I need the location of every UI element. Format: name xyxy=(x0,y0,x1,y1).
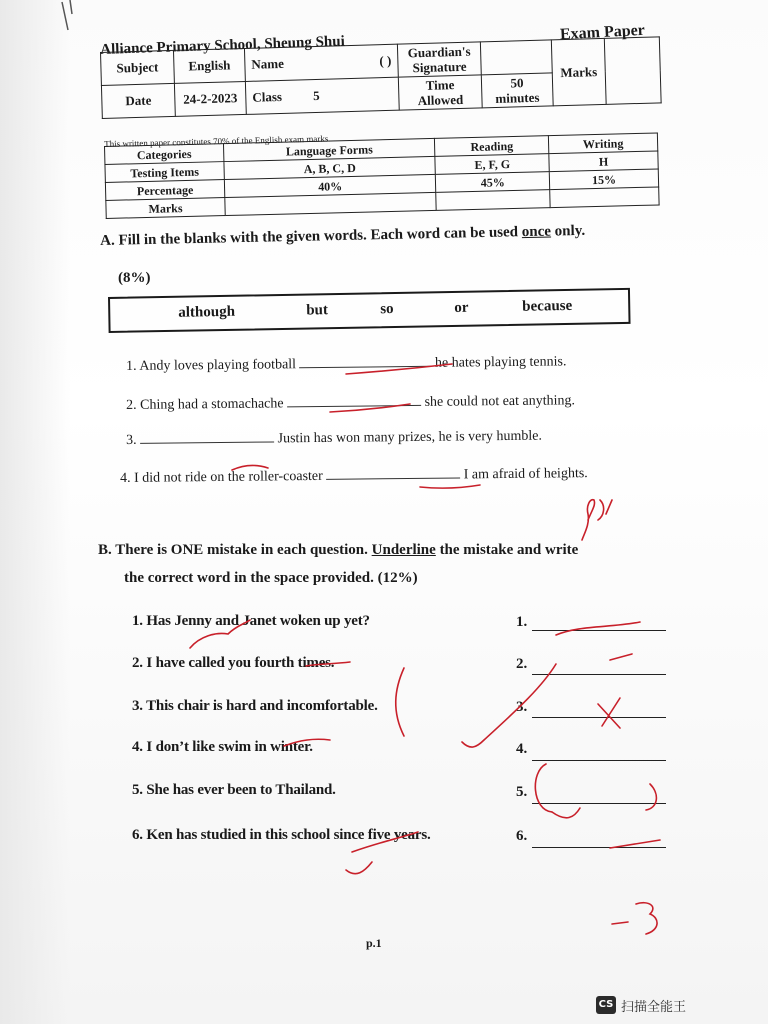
section-b-question-6: 6. Ken has studied in this school since five years. xyxy=(132,827,431,843)
items-language-forms: A, B, C, D xyxy=(224,156,436,179)
section-a-question-3 xyxy=(126,427,542,449)
categories-table xyxy=(104,132,660,219)
marks-label: Marks xyxy=(551,38,606,105)
name-label: Name xyxy=(251,55,285,72)
marks-reading xyxy=(436,190,550,211)
category-language-forms: Language Forms xyxy=(223,138,435,161)
question-text-after: I am afraid of heights. xyxy=(463,466,588,483)
row-label-testing-items: Testing Items xyxy=(105,162,224,183)
section-a-question-2 xyxy=(126,391,575,414)
percentage-language-forms: 40% xyxy=(224,174,436,197)
section-b-question-5: 5. She has ever been to Thailand. xyxy=(132,782,336,798)
word-because: because xyxy=(522,297,573,315)
corner-pen-mark xyxy=(58,0,88,40)
answer-number-1: 1. xyxy=(516,614,528,630)
guardian-signature-label: Guardian's Signature xyxy=(397,42,481,77)
name-cell xyxy=(244,44,398,81)
paper-weight-note: This written paper constitutes 70% of the English exam marks. xyxy=(104,133,331,149)
answer-blank[interactable] xyxy=(299,354,431,368)
section-a-question-4 xyxy=(120,464,588,487)
question-text-after: she could not eat anything. xyxy=(424,393,576,410)
camscanner-logo-icon: CS xyxy=(596,996,616,1014)
ink-circle-b5-answer xyxy=(535,764,656,812)
marks-writing xyxy=(550,187,659,208)
class-cell xyxy=(245,77,399,114)
row-label-percentage: Percentage xyxy=(105,180,224,201)
ink-initials xyxy=(582,500,612,540)
student-info-table xyxy=(100,36,662,119)
section-b-title-text: B. There is ONE mistake in each question. xyxy=(98,542,372,558)
section-b-title-end: the mistake and write xyxy=(435,542,579,558)
answer-number-6: 6. xyxy=(516,828,528,844)
question-text-before: Andy loves playing football xyxy=(139,357,297,374)
answer-line-2[interactable] xyxy=(532,674,666,675)
row-label-categories: Categories xyxy=(105,144,224,165)
category-reading: Reading xyxy=(435,136,549,157)
ink-hook-b6 xyxy=(346,862,372,874)
ink-tick-b3 xyxy=(462,664,556,747)
marks-language-forms xyxy=(225,192,437,215)
answer-blank[interactable] xyxy=(287,393,421,407)
class-label: Class xyxy=(252,88,283,105)
section-b-question-1: 1. Has Jenny and Janet woken up yet? xyxy=(132,613,370,629)
question-number: 3. xyxy=(126,432,137,448)
question-number: 4. xyxy=(120,470,131,486)
exam-paper-label: Exam Paper xyxy=(559,21,646,44)
answer-blank[interactable] xyxy=(140,429,274,443)
answer-blank[interactable] xyxy=(326,465,460,479)
time-allowed-label: Time Allowed xyxy=(398,75,482,110)
ink-mark-b1-answer xyxy=(556,622,640,635)
section-a-marks: (8%) xyxy=(118,270,151,286)
class-value: 5 xyxy=(312,87,320,104)
page-number: p.1 xyxy=(366,936,382,950)
answer-number-3: 3. xyxy=(516,699,528,715)
category-writing: Writing xyxy=(548,133,657,154)
section-a-title-underlined: once xyxy=(521,223,552,241)
items-writing: H xyxy=(549,151,658,172)
section-a-title-end: only. xyxy=(550,222,586,240)
answer-line-5[interactable] xyxy=(532,803,666,804)
section-b-title-underlined: Underline xyxy=(371,542,436,558)
word-bank xyxy=(108,288,631,333)
section-a-title-text: A. Fill in the blanks with the given words. Each word can be used xyxy=(100,224,522,249)
ink-score-minus xyxy=(612,922,628,924)
question-number: 1. xyxy=(126,358,137,374)
subject-label: Subject xyxy=(101,50,175,85)
word-so: so xyxy=(380,301,394,318)
answer-number-4: 4. xyxy=(516,741,528,757)
answer-line-4[interactable] xyxy=(532,760,666,761)
subject-value: English xyxy=(173,48,245,83)
percentage-writing: 15% xyxy=(549,169,658,190)
scanner-app-name: 扫描全能王 xyxy=(621,1000,687,1015)
ink-tick-b5 xyxy=(552,808,580,818)
answer-line-3[interactable] xyxy=(532,717,666,718)
question-text-after: Justin has won many prizes, he is very humble. xyxy=(277,428,543,447)
ink-mark-a4 xyxy=(420,485,480,488)
marks-field xyxy=(604,37,661,105)
time-allowed-value: 50 minutes xyxy=(481,73,553,108)
question-number: 2. xyxy=(126,397,137,413)
school-name: Alliance Primary School, Sheung Shui xyxy=(100,33,346,58)
section-b-question-4: 4. I don’t like swim in winter. xyxy=(132,739,313,755)
section-a-question-1 xyxy=(126,352,567,375)
section-b-title xyxy=(98,542,658,559)
row-label-marks: Marks xyxy=(106,198,225,219)
answer-number-5: 5. xyxy=(516,784,528,800)
word-but: but xyxy=(306,302,329,319)
question-text-before: I did not ride on the roller-coaster xyxy=(134,468,323,486)
question-text-after: he hates playing tennis. xyxy=(434,354,567,371)
ink-cross-b3-answer xyxy=(598,698,620,728)
date-label: Date xyxy=(101,83,175,118)
date-value: 24-2-2023 xyxy=(174,81,246,116)
scan-shadow xyxy=(0,0,70,1024)
ink-paren-b3 xyxy=(396,668,404,736)
ink-mark-b2-answer xyxy=(610,654,632,660)
answer-number-2: 2. xyxy=(516,656,528,672)
word-although: although xyxy=(178,303,236,321)
percentage-reading: 45% xyxy=(436,172,550,193)
question-text-before: Ching had a stomachache xyxy=(140,396,284,413)
answer-line-1[interactable] xyxy=(532,630,666,631)
name-class-number: ( ) xyxy=(379,52,392,69)
word-or: or xyxy=(454,299,469,316)
items-reading: E, F, G xyxy=(435,154,549,175)
section-b-question-3: 3. This chair is hard and incomfortable. xyxy=(132,698,378,714)
answer-line-6[interactable] xyxy=(532,847,666,848)
section-b-question-2: 2. I have called you fourth times. xyxy=(132,655,335,671)
guardian-signature-field[interactable] xyxy=(480,40,552,75)
section-a-title xyxy=(100,221,660,250)
section-b-title-line2: the correct word in the space provided. (12%) xyxy=(124,570,418,586)
ink-score-three xyxy=(636,903,657,934)
